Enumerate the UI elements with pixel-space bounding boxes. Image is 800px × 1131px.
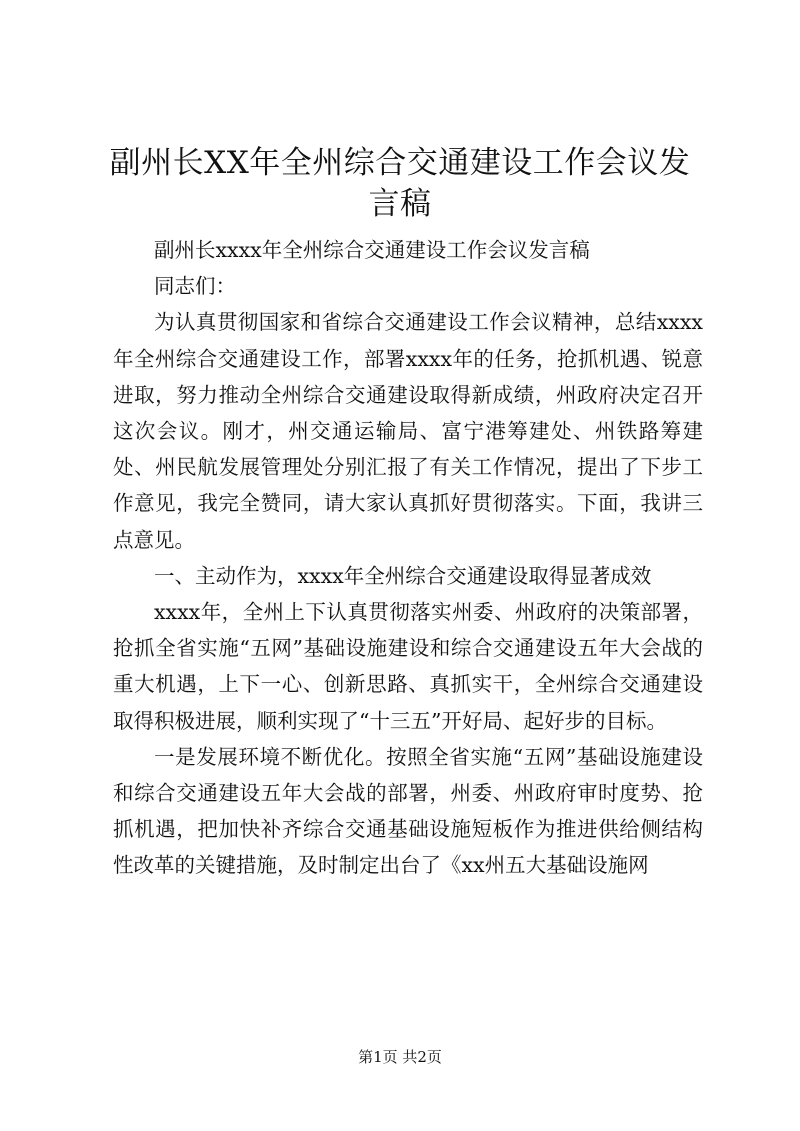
document-body: [113, 232, 703, 884]
section-heading: 一、主动作为，xxxx年全州综合交通建设取得显著成效: [154, 563, 652, 588]
body-paragraph: xxxx年，全州上下认真贯彻落实州委、州政府的决策部署，抢抓全省实施“五网”基础设施建设和综合交通建设五年大会战的重大机遇，上下一心、创新思路、真抓实干，全州综合交通建设取得积极进展，顺利实现了“十三五”开好局、起好步的目标。: [113, 600, 703, 733]
document-title: 副州长XX年全州综合交通建设工作会议发言稿: [109, 145, 691, 222]
salutation-paragraph: 同志们：: [154, 274, 236, 299]
page-footer: 第1页 共2页: [358, 1048, 442, 1066]
intro-paragraph: 为认真贯彻国家和省综合交通建设工作会议精神，总结xxxx年全州综合交通建设工作，部署xxxx年的任务，抢抓机遇、锐意进取，努力推动全州综合交通建设取得新成绩，州政府决定召开这次会议。刚才，州交通运输局、富宁港筹建处、州铁路筹建处、州民航发展管理处分别汇报了有关工作情况，提出了下步工作意见，我完全赞同，请大家认真抓好贯彻落实。下面，我讲三点意见。: [113, 310, 703, 552]
subtitle-paragraph: 副州长xxxx年全州综合交通建设工作会议发言稿: [154, 238, 590, 262]
body-paragraph: 一是发展环境不断优化。按照全省实施“五网”基础设施建设和综合交通建设五年大会战的部署，州委、州政府审时度势、抢抓机遇，把加快补齐综合交通基础设施短板作为推进供给侧结构性改革的关键措施，及时制定出台了《xx州五大基础设施网: [113, 744, 703, 878]
